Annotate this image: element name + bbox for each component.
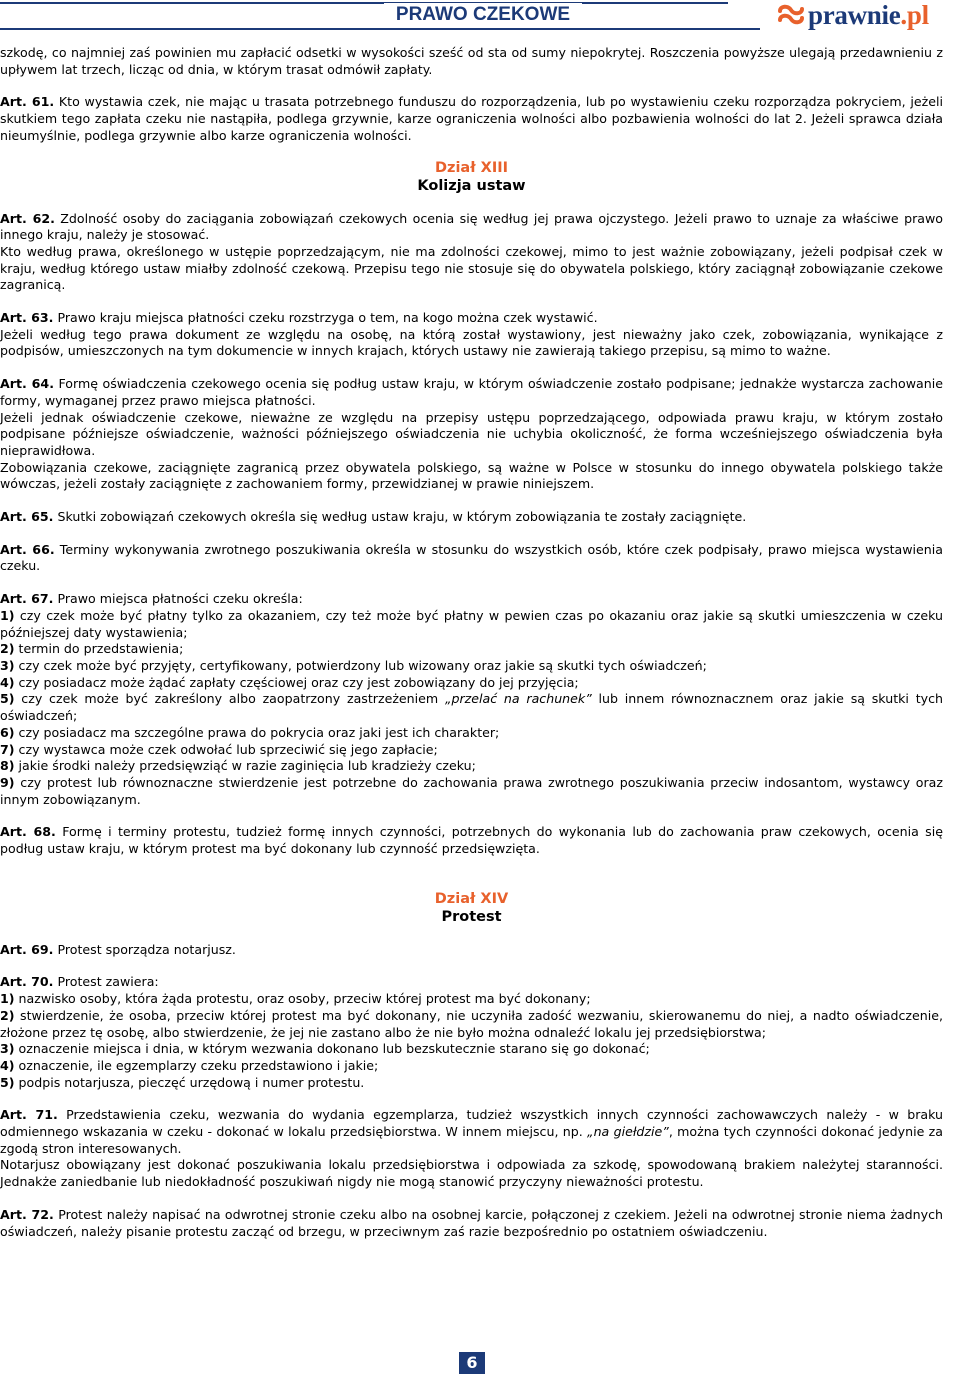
article-71: Art. 71. Przedstawienia czeku, wezwania do wydania egzemplarza, tudzież wszystkich innych czynności zachowawczych należy - w braku odmiennego wskazania w czeku - dokonać w lokalu przedsiębiorstwa. W innem miejscu, np. „na giełdzie”, można tych czynności dokonać jedynie za zgodą stron interesowanych. <box>0 1107 943 1156</box>
header-rule-bottom <box>0 28 760 30</box>
article-69: Art. 69. Protest sporządza notarjusz. <box>0 941 236 957</box>
article-70: Art. 70. Protest zawiera: <box>0 974 159 990</box>
article-label: Art. 63. <box>0 310 54 326</box>
paragraph-intro: szkodę, co najmniej zaś powinien mu zapłacić odsetki w wysokości sześć od sta od sumy niepokrytej. Roszczenia powyższe ulegają przedawnieniu z upływem lat trzech, licząc od dnia, w którym trasat odmówił zapłaty. <box>0 45 943 77</box>
header-title: PRAWO CZEKOWE <box>384 3 582 27</box>
article-66: Art. 66. Terminy wykonywania zwrotnego poszukiwania określa w stosunku do wszystkich osób, które czek podpisały, prawo miejsca wystawienia czeku. <box>0 541 943 574</box>
article-label: Art. 71. <box>0 1107 58 1123</box>
article-63: Art. 63. Prawo kraju miejsca płatności czeku rozstrzyga o tem, na kogo można czek wystawić. <box>0 310 598 326</box>
list-item: 4) oznaczenie, ile egzemplarzy czeku przedstawiono i jakie; <box>0 1057 379 1073</box>
list-item: 2) termin do przedstawienia; <box>0 641 184 657</box>
section-title-xiii: Dział XIII <box>434 159 509 176</box>
list-item: 8) jakie środki należy przedsięwziąć w razie zaginięcia lub kradzieży czeku; <box>0 758 476 774</box>
list-item: 3) czy czek może być przyjęty, certyfikowany, potwierdzony lub wizowany oraz jakie są skutki tych oświadczeń; <box>0 657 707 673</box>
header-rule-top <box>0 2 728 4</box>
article-64-para2: Jeżeli jednak oświadczenie czekowe, nieważne ze względu na przepisy ustępu poprzedzającego, odpowiada prawu kraju, w którym zostało podpisane późniejsze oświadczenie, ważności późniejszego oświadczenia nie uchybia okoliczność, że forma wcześniejszego oświadczenia była nieprawidłowa. <box>0 409 943 458</box>
article-62-para2: Kto według prawa, określonego w ustępie poprzedzającym, nie ma zdolności czekowej, mimo to jest ważnie zobowiązany, jeżeli podpisał czek w kraju, według którego ustaw miałby zdolność czekową. Przepisu tego nie stosuje się do obywatela polskiego, który zaciągnął zobowiązanie czekowe zagranicą. <box>0 243 943 293</box>
article-label: Art. 72. <box>0 1206 54 1222</box>
article-label: Art. 64. <box>0 376 54 392</box>
article-71-para2: Notarjusz obowiązany jest dokonać poszukiwania lokalu przedsiębiorstwa i odpowiada za szkodę, spowodowaną brakiem należytej staranności. Jednakże zaniedbanie lub niedokładność poszukiwań nigdy nie mogą stanowić przyczyny nieważności protestu. <box>0 1157 943 1190</box>
article-61: Art. 61. Kto wystawia czek, nie mając u trasata potrzebnego funduszu do rozporządzenia, lub po wystawieniu czeku rozporządza pokryciem, jeżeli skutkiem tego zapłata czeku nie nastąpiła, podlega grzywnie, karze ograniczenia wolności albo pozbawienia wolności do lat 2. Jeżeli sprawca działa nieumyślnie, podlega grzywnie albo karze ograniczenia wolności. <box>0 94 943 143</box>
list-item: 4) czy posiadacz może żądać zapłaty częściowej oraz czy jest zobowiązany do jej przyjęcia; <box>0 674 579 690</box>
section-title-xiv: Dział XIV <box>434 890 509 907</box>
list-item: 1) nazwisko osoby, która żąda protestu, oraz osoby, przeciw której protest ma być dokonany; <box>0 991 591 1007</box>
list-item: 2) stwierdzenie, że osoba, przeciw której protest ma być dokonany, nie uczyniła zadość wezwaniu, skierowanemu do niej, a nadto oświadczenie, złożone przez tę osobę, albo stwierdzenie, że jej nie zastano albo że nie było można odnaleźć lokalu jej przedsiębiorstwa; <box>0 1007 943 1040</box>
prawnie-logo-icon <box>776 2 806 28</box>
section-subtitle-xiii: Kolizja ustaw <box>417 177 526 194</box>
article-label: Art. 68. <box>0 824 56 840</box>
article-63-para2: Jeżeli według tego prawa dokument ze względu na osobę, na którą został wystawiony, jest nieważny jako czek, zobowiązania, wynikające z podpisów, umieszczonych na tym dokumencie w innych krajach, których ustawy nie zawierają takiego przepisu, są mimo to ważne. <box>0 326 943 359</box>
article-64: Art. 64. Formę oświadczenia czekowego ocenia się podług ustaw kraju, w którym oświadczenie zostało podpisane; jednakże wystarcza zachowanie formy, wymaganej przez prawo miejsca płatności. <box>0 376 943 408</box>
logo-text: prawnie.pl <box>808 0 929 30</box>
article-label: Art. 62. <box>0 210 55 226</box>
list-item: 1) czy czek może być płatny tylko za okazaniem, czy też może być płatny w pewien czas po okazaniu oraz jakie są skutki umieszczenia w czeku późniejszej daty wystawienia; <box>0 607 943 640</box>
article-64-para3: Zobowiązania czekowe, zaciągnięte zagranicą przez obywatela polskiego, są ważne w Polsce w stosunku do innego obywatela polskiego także wówczas, jeżeli zostały zaciągnięte z zachowaniem formy, przewidzianej w prawie niniejszem. <box>0 459 943 492</box>
list-item: 7) czy wystawca może czek odwołać lub sprzeciwić się jego zapłacie; <box>0 741 438 757</box>
article-label: Art. 67. <box>0 591 54 607</box>
article-62: Art. 62. Zdolność osoby do zaciągania zobowiązań czekowych ocenia się według jej prawa ojczystego. Jeżeli prawo to uznaje za właściwe prawo innego kraju, należy je stosować. <box>0 210 943 243</box>
list-item: 6) czy posiadacz ma szczególne prawa do pokrycia oraz jaki jest ich charakter; <box>0 724 500 740</box>
list-item: 3) oznaczenie miejsca i dnia, w którym wezwania dokonano lub bezskutecznie starano się go dokonać; <box>0 1041 650 1057</box>
list-item: 5) podpis notarjusza, pieczęć urzędową i numer protestu. <box>0 1074 365 1090</box>
article-label: Art. 61. <box>0 94 55 110</box>
article-67: Art. 67. Prawo miejsca płatności czeku określa: <box>0 591 303 607</box>
list-item: 5) czy czek może być zakreślony albo zaopatrzony zastrzeżeniem „przelać na rachunek” lub innem równoznacznem oraz jakie są skutki tych oświadczeń; <box>0 691 943 724</box>
article-label: Art. 65. <box>0 509 54 525</box>
article-68: Art. 68. Formę i terminy protestu, tudzież formę innych czynności, potrzebnych do wykonania lub do zachowania praw czekowych, ocenia się podług ustaw kraju, w którym protest ma być dokonany lub czynność przedsięwzięta. <box>0 824 943 857</box>
document-content <box>0 45 943 1240</box>
prawnie-logo[interactable] <box>776 0 958 30</box>
article-label: Art. 69. <box>0 941 54 957</box>
article-65: Art. 65. Skutki zobowiązań czekowych określa się według ustaw kraju, w którym zobowiązania te zostały zaciągnięte. <box>0 509 747 525</box>
article-label: Art. 66. <box>0 541 55 557</box>
page-header <box>0 0 960 30</box>
article-72: Art. 72. Protest należy napisać na odwrotnej stronie czeku albo na osobnej karcie, połączonej z czekiem. Jeżeli na odwrotnej stronie niema żadnych oświadczeń, należy pisanie protestu zacząć od brzegu, w przeciwnym zaś razie bezpośrednio po ostatniem oświadczeniu. <box>0 1206 943 1239</box>
section-subtitle-xiv: Protest <box>441 908 502 925</box>
page-number: 6 <box>459 1352 485 1374</box>
list-item: 9) czy protest lub równoznaczne stwierdzenie jest potrzebne do zachowania prawa zwrotnego poszukiwania przeciw indosantom, wystawcy oraz innym zobowiązanym. <box>0 774 943 807</box>
article-label: Art. 70. <box>0 974 54 990</box>
